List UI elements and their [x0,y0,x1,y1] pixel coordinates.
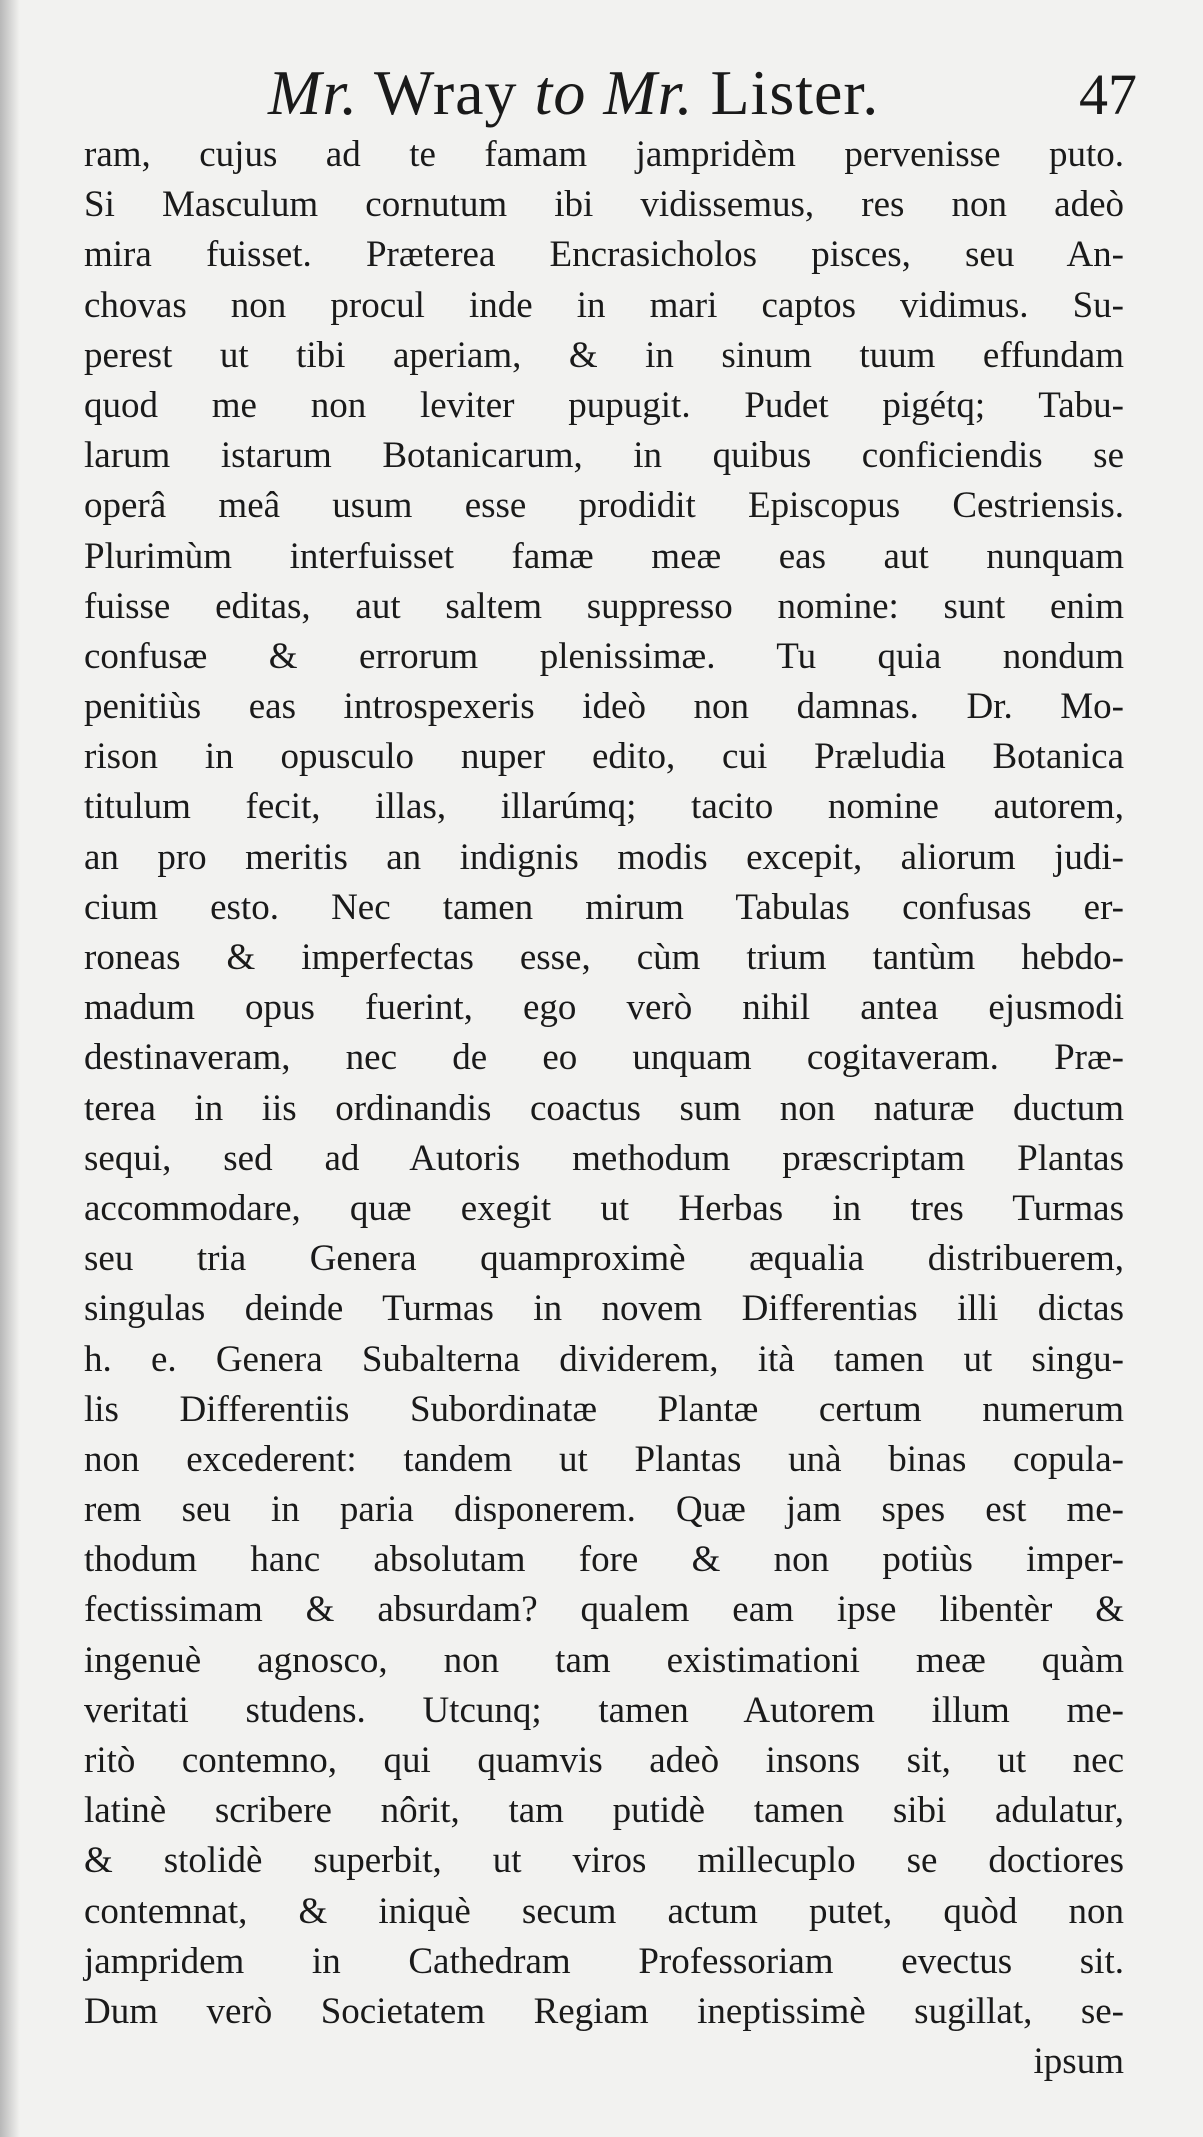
text-line: titulum fecit, illas, illarúmq; tacito nomine autorem, [84,786,1124,828]
text-line: quod me non leviter pupugit. Pudet pigétq; Tabu- [84,384,1124,426]
text-line: mira fuisset. Præterea Encrasicholos pisces, seu An- [84,234,1124,276]
text-line: lis Differentiis Subordinatæ Plantæ certum numerum [84,1388,1124,1430]
text-line: fectissimam & absurdam? qualem eam ipse libentèr & [84,1589,1124,1631]
text-line: thodum hanc absolutam fore & non potiùs imper- [84,1539,1124,1581]
text-line: veritati studens. Utcunq; tamen Autorem illum me- [84,1689,1124,1731]
running-head [268,58,879,128]
text-line: rem seu in paria disponerem. Quæ jam spes est me- [84,1489,1124,1531]
text-line: destinaveram, nec de eo unquam cogitaveram. Præ- [84,1037,1124,1079]
text-line: ram, cujus ad te famam jampridèm pervenisse puto. [84,134,1124,175]
text-line: non excederent: tandem ut Plantas unà binas copula- [84,1438,1124,1480]
text-line: roneas & imperfectas esse, cùm trium tantùm hebdo- [84,937,1124,978]
running-head-wray: Wray [358,57,535,128]
text-line: madum opus fuerint, ego verò nihil antea ejusmodi [84,987,1124,1029]
text-line: singulas deinde Turmas in novem Differentias illi dictas [84,1288,1124,1330]
text-line: terea in iis ordinandis coactus sum non naturæ ductum [84,1087,1124,1129]
text-line: chovas non procul inde in mari captos vidimus. Su- [84,284,1124,326]
text-line: h. e. Genera Subalterna dividerem, ità tamen ut singu- [84,1338,1124,1380]
text-line: sequi, sed ad Autoris methodum præscriptam Plantas [84,1137,1124,1179]
page-number: 47 [1079,62,1137,127]
text-line: contemnat, & iniquè secum actum putet, quòd non [84,1890,1124,1932]
text-line: confusæ & errorum plenissimæ. Tu quia nondum [84,635,1124,677]
text-line: ingenuè agnosco, non tam existimationi meæ quàm [84,1639,1124,1681]
running-head-to: to [534,57,587,128]
letter-body [84,130,1124,2087]
text-line: ritò contemno, qui quamvis adeò insons sit, ut nec [84,1740,1124,1781]
text-line: accommodare, quæ exegit ut Herbas in tres Turmas [84,1187,1124,1229]
text-line: cium esto. Nec tamen mirum Tabulas confusas er- [84,886,1124,928]
text-line: seu tria Genera quamproximè æqualia distribuerem, [84,1238,1124,1280]
catchword: ipsum [1033,2041,1124,2083]
text-line: Si Masculum cornutum ibi vidissemus, res non adeò [84,184,1124,226]
text-line: an pro meritis an indignis modis excepit, aliorum judi- [84,836,1124,878]
page-edge-shadow [0,0,20,2137]
text-line: Dum verò Societatem Regiam ineptissimè sugillat, se- [84,1990,1124,2032]
text-line: jampridem in Cathedram Professoriam evectus sit. [84,1940,1124,1982]
running-head-lister: Lister. [693,57,880,128]
text-line: operâ meâ usum esse prodidit Episcopus Cestriensis. [84,485,1124,527]
running-head-mr-second: Mr. [586,57,694,128]
text-line: penitiùs eas introspexeris ideò non damnas. Dr. Mo- [84,686,1124,728]
running-head-mr: Mr. [268,57,359,128]
page-header [0,48,1203,128]
text-line: rison in opusculo nuper edito, cui Præludia Botanica [84,736,1124,778]
text-line: latinè scribere nôrit, tam putidè tamen sibi adulatur, [84,1790,1124,1832]
text-line: larum istarum Botanicarum, in quibus conficiendis se [84,435,1124,477]
text-line: fuisse editas, aut saltem suppresso nomine: sunt enim [84,585,1124,627]
text-line: Plurimùm interfuisset famæ meæ eas aut nunquam [84,535,1124,577]
text-line: perest ut tibi aperiam, & in sinum tuum effundam [84,334,1124,376]
text-line: & stolidè superbit, ut viros millecuplo se doctiores [84,1840,1124,1882]
